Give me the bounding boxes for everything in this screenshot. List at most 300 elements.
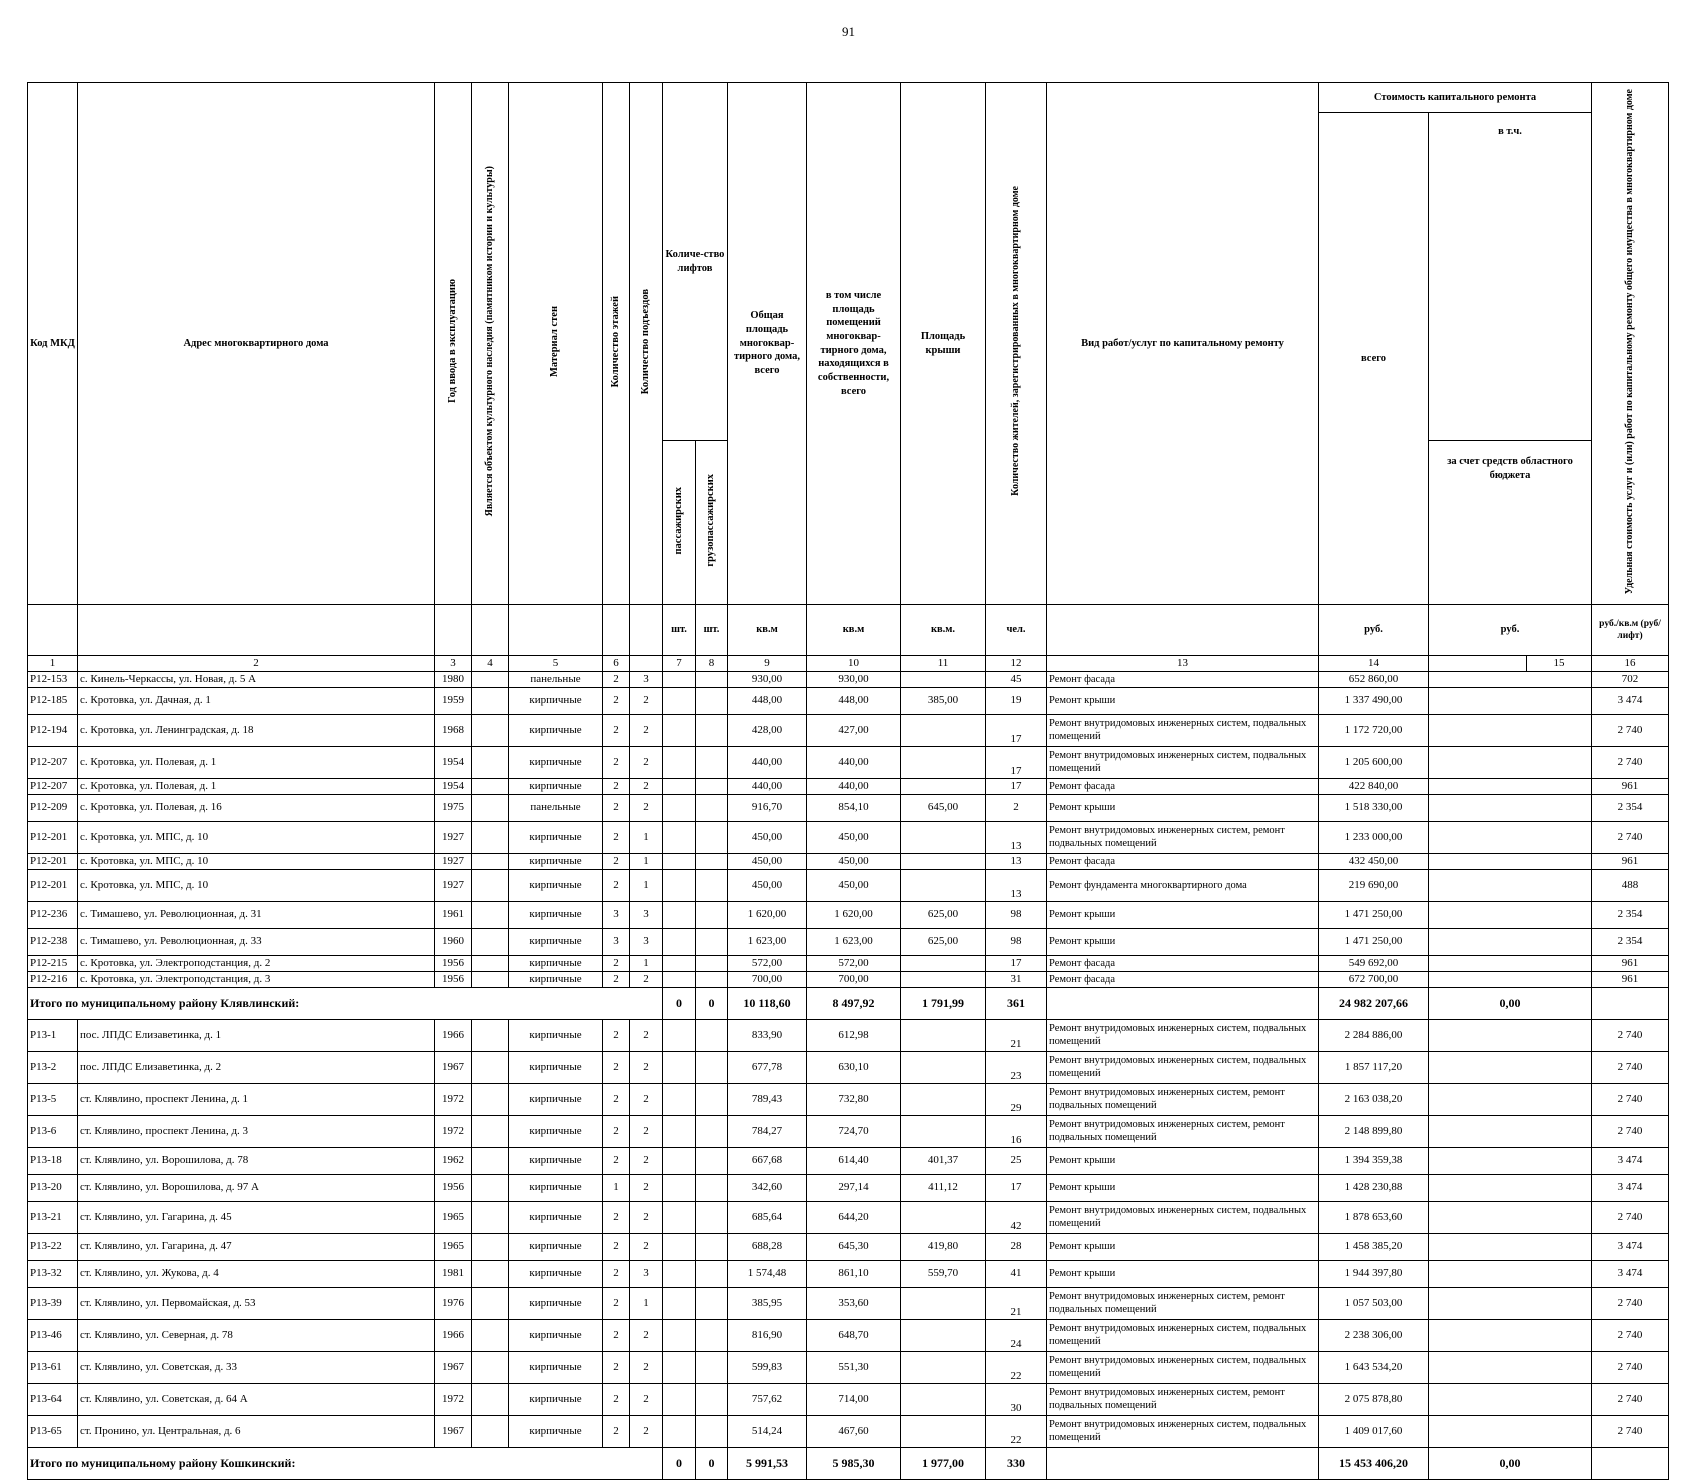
cell-area-owned: 551,30 <box>807 1351 901 1383</box>
cell-heritage <box>472 928 509 955</box>
cell-entrances: 2 <box>630 714 663 746</box>
cell-floors: 2 <box>603 1415 630 1447</box>
cell-code: Р13-20 <box>28 1174 78 1201</box>
cell-cost: 1 471 250,00 <box>1319 901 1429 928</box>
total-cost: 24 982 207,66 <box>1319 987 1429 1019</box>
cell-year: 1975 <box>435 794 472 821</box>
cell-work: Ремонт внутридомовых инженерных систем, подвальных помещений <box>1047 1201 1319 1233</box>
cell-floors: 2 <box>603 971 630 987</box>
total-area: 5 991,53 <box>728 1447 807 1479</box>
cell-heritage <box>472 1051 509 1083</box>
cell-lifts-pass <box>663 853 696 869</box>
table-row <box>28 1174 1669 1201</box>
cell-address: с. Кротовка, ул. Дачная, д. 1 <box>78 687 435 714</box>
cell-lifts-cargo <box>696 746 728 778</box>
cell-heritage <box>472 1083 509 1115</box>
cell-lifts-cargo <box>696 971 728 987</box>
cell-entrances: 2 <box>630 1351 663 1383</box>
total-work <box>1047 1447 1319 1479</box>
column-number: 7 <box>663 655 696 671</box>
cell-entrances: 1 <box>630 821 663 853</box>
cell-cost: 219 690,00 <box>1319 869 1429 901</box>
cell-entrances: 3 <box>630 1260 663 1287</box>
total-residents: 361 <box>986 987 1047 1019</box>
cell-budget <box>1429 928 1592 955</box>
cell-wall: кирпичные <box>509 714 603 746</box>
cell-code: Р12-207 <box>28 746 78 778</box>
cell-area: 677,78 <box>728 1051 807 1083</box>
cell-residents: 23 <box>986 1051 1047 1083</box>
cell-floors: 2 <box>603 1287 630 1319</box>
total-budget: 0,00 <box>1429 987 1592 1019</box>
cell-code: Р12-201 <box>28 821 78 853</box>
cell-area: 342,60 <box>728 1174 807 1201</box>
cell-year: 1972 <box>435 1383 472 1415</box>
cell-lifts-cargo <box>696 714 728 746</box>
cell-roof <box>901 1383 986 1415</box>
column-number: 5 <box>509 655 603 671</box>
header-work: Вид работ/услуг по капитальному ремонту <box>1047 83 1319 605</box>
cell-code: Р13-39 <box>28 1287 78 1319</box>
cell-lifts-cargo <box>696 1233 728 1260</box>
cell-floors: 2 <box>603 687 630 714</box>
table-row <box>28 853 1669 869</box>
cell-address: ст. Клявлино, ул. Гагарина, д. 47 <box>78 1233 435 1260</box>
cell-entrances: 2 <box>630 1051 663 1083</box>
cell-year: 1966 <box>435 1319 472 1351</box>
cell-floors: 2 <box>603 1083 630 1115</box>
cell-budget <box>1429 971 1592 987</box>
table-body <box>28 671 1669 1479</box>
cell-code: Р13-64 <box>28 1383 78 1415</box>
total-area-owned: 8 497,92 <box>807 987 901 1019</box>
cell-address: ст. Клявлино, проспект Ленина, д. 1 <box>78 1083 435 1115</box>
cell-roof <box>901 853 986 869</box>
cell-wall: кирпичные <box>509 1147 603 1174</box>
cell-floors: 1 <box>603 1174 630 1201</box>
cell-code: Р12-201 <box>28 869 78 901</box>
table-row <box>28 746 1669 778</box>
cell-lifts-pass <box>663 1019 696 1051</box>
cell-cost: 1 233 000,00 <box>1319 821 1429 853</box>
cell-unit-cost: 2 740 <box>1592 1319 1669 1351</box>
cell-residents: 45 <box>986 671 1047 687</box>
unit-rub-m2-1: руб./кв.м (руб/лифт) <box>1592 605 1669 655</box>
cell-roof <box>901 821 986 853</box>
cell-lifts-pass <box>663 821 696 853</box>
cell-unit-cost: 2 740 <box>1592 1051 1669 1083</box>
cell-area: 784,27 <box>728 1115 807 1147</box>
cell-lifts-pass <box>663 1115 696 1147</box>
cell-residents: 42 <box>986 1201 1047 1233</box>
cell-year: 1954 <box>435 778 472 794</box>
total-cost: 15 453 406,20 <box>1319 1447 1429 1479</box>
cell-area: 514,24 <box>728 1415 807 1447</box>
cell-area-owned: 644,20 <box>807 1201 901 1233</box>
cell-lifts-cargo <box>696 794 728 821</box>
cell-cost: 1 205 600,00 <box>1319 746 1429 778</box>
table-row <box>28 1147 1669 1174</box>
cell-unit-cost: 2 354 <box>1592 794 1669 821</box>
cell-floors: 2 <box>603 714 630 746</box>
cell-lifts-cargo <box>696 1351 728 1383</box>
cell-heritage <box>472 853 509 869</box>
cell-heritage <box>472 671 509 687</box>
cell-unit-cost: 3 474 <box>1592 1233 1669 1260</box>
table-row <box>28 794 1669 821</box>
cell-wall: кирпичные <box>509 1383 603 1415</box>
cell-wall: кирпичные <box>509 1051 603 1083</box>
table-row <box>28 1351 1669 1383</box>
cell-unit-cost: 488 <box>1592 869 1669 901</box>
total-budget: 0,00 <box>1429 1447 1592 1479</box>
cell-wall: кирпичные <box>509 821 603 853</box>
cell-year: 1967 <box>435 1351 472 1383</box>
cell-area-owned: 612,98 <box>807 1019 901 1051</box>
cell-heritage <box>472 714 509 746</box>
cell-area: 789,43 <box>728 1083 807 1115</box>
column-number: 12 <box>986 655 1047 671</box>
cell-budget <box>1429 1319 1592 1351</box>
cell-budget <box>1429 671 1592 687</box>
cell-cost: 2 284 886,00 <box>1319 1019 1429 1051</box>
cell-floors: 2 <box>603 869 630 901</box>
cell-unit-cost: 2 740 <box>1592 714 1669 746</box>
cell-work: Ремонт внутридомовых инженерных систем, подвальных помещений <box>1047 1319 1319 1351</box>
cell-floors: 2 <box>603 1260 630 1287</box>
cell-address: ст. Клявлино, ул. Северная, д. 78 <box>78 1319 435 1351</box>
cell-address: с. Кротовка, ул. Полевая, д. 1 <box>78 746 435 778</box>
cell-address: ст. Клявлино, ул. Гагарина, д. 45 <box>78 1201 435 1233</box>
cell-roof <box>901 714 986 746</box>
cell-lifts-cargo <box>696 1083 728 1115</box>
cell-year: 1976 <box>435 1287 472 1319</box>
cell-area: 685,64 <box>728 1201 807 1233</box>
cell-residents: 30 <box>986 1383 1047 1415</box>
column-number: 10 <box>807 655 901 671</box>
cell-area: 1 574,48 <box>728 1260 807 1287</box>
cell-lifts-pass <box>663 794 696 821</box>
cell-area-owned: 427,00 <box>807 714 901 746</box>
cell-work: Ремонт крыши <box>1047 687 1319 714</box>
cell-area: 572,00 <box>728 955 807 971</box>
total-row <box>28 1447 1669 1479</box>
cell-floors: 2 <box>603 1319 630 1351</box>
cell-address: с. Кротовка, ул. МПС, д. 10 <box>78 869 435 901</box>
cell-floors: 2 <box>603 1115 630 1147</box>
cell-area-owned: 572,00 <box>807 955 901 971</box>
cell-residents: 21 <box>986 1019 1047 1051</box>
cell-lifts-pass <box>663 1201 696 1233</box>
cell-lifts-pass <box>663 1415 696 1447</box>
column-number: 13 <box>1047 655 1319 671</box>
cell-area-owned: 1 623,00 <box>807 928 901 955</box>
cell-heritage <box>472 1019 509 1051</box>
cell-cost: 422 840,00 <box>1319 778 1429 794</box>
cell-work: Ремонт фасада <box>1047 671 1319 687</box>
cell-area-owned: 450,00 <box>807 821 901 853</box>
cell-year: 1967 <box>435 1415 472 1447</box>
cell-roof <box>901 1019 986 1051</box>
cell-unit-cost: 2 740 <box>1592 1351 1669 1383</box>
unit-pcs-2: шт. <box>696 605 728 655</box>
cell-area: 700,00 <box>728 971 807 987</box>
cell-area-owned: 930,00 <box>807 671 901 687</box>
header-roof: Площадь крыши <box>901 83 986 605</box>
cell-roof <box>901 1319 986 1351</box>
cell-code: Р12-185 <box>28 687 78 714</box>
table-row <box>28 955 1669 971</box>
cell-residents: 13 <box>986 821 1047 853</box>
cell-code: Р12-238 <box>28 928 78 955</box>
cell-heritage <box>472 971 509 987</box>
cell-roof: 401,37 <box>901 1147 986 1174</box>
table-row <box>28 1019 1669 1051</box>
cell-lifts-pass <box>663 869 696 901</box>
unit-pcs-1: шт. <box>663 605 696 655</box>
cell-address: ст. Клявлино, ул. Ворошилова, д. 97 А <box>78 1174 435 1201</box>
cell-lifts-pass <box>663 778 696 794</box>
cell-roof <box>901 1083 986 1115</box>
cell-work: Ремонт внутридомовых инженерных систем, подвальных помещений <box>1047 1415 1319 1447</box>
cell-residents: 17 <box>986 1174 1047 1201</box>
cell-area: 385,95 <box>728 1287 807 1319</box>
cell-roof: 625,00 <box>901 901 986 928</box>
cell-area: 930,00 <box>728 671 807 687</box>
cell-unit-cost: 3 474 <box>1592 1260 1669 1287</box>
cell-area-owned: 700,00 <box>807 971 901 987</box>
cell-lifts-pass <box>663 746 696 778</box>
cell-area-owned: 630,10 <box>807 1051 901 1083</box>
cell-budget <box>1429 955 1592 971</box>
table-row <box>28 778 1669 794</box>
cell-residents: 19 <box>986 687 1047 714</box>
cell-wall: кирпичные <box>509 1115 603 1147</box>
cell-lifts-cargo <box>696 778 728 794</box>
cell-roof <box>901 1051 986 1083</box>
cell-cost: 1 172 720,00 <box>1319 714 1429 746</box>
cell-roof <box>901 971 986 987</box>
column-number: 15 <box>1527 655 1592 671</box>
cell-lifts-pass <box>663 1051 696 1083</box>
cell-area: 916,70 <box>728 794 807 821</box>
header-area-owned: в том числе площадь помещений многоквар-тирного дома, находящихся в собственности, всего <box>807 83 901 605</box>
cell-lifts-cargo <box>696 1260 728 1287</box>
cell-heritage <box>472 955 509 971</box>
cell-unit-cost: 2 354 <box>1592 901 1669 928</box>
cell-year: 1972 <box>435 1115 472 1147</box>
cell-budget <box>1429 1115 1592 1147</box>
cell-budget <box>1429 1287 1592 1319</box>
cell-year: 1960 <box>435 928 472 955</box>
total-unit-cost <box>1592 1447 1669 1479</box>
cell-code: Р12-153 <box>28 671 78 687</box>
cell-entrances: 2 <box>630 1083 663 1115</box>
cell-residents: 41 <box>986 1260 1047 1287</box>
cell-area-owned: 714,00 <box>807 1383 901 1415</box>
cell-roof <box>901 1201 986 1233</box>
cell-budget <box>1429 1019 1592 1051</box>
total-roof: 1 977,00 <box>901 1447 986 1479</box>
cell-entrances: 2 <box>630 1019 663 1051</box>
cell-area-owned: 861,10 <box>807 1260 901 1287</box>
cell-work: Ремонт внутридомовых инженерных систем, подвальных помещений <box>1047 1019 1319 1051</box>
cell-work: Ремонт внутридомовых инженерных систем, подвальных помещений <box>1047 1351 1319 1383</box>
cell-floors: 2 <box>603 1351 630 1383</box>
header-residents: Количество жителей, зарегистрированных в многоквартирном доме <box>1010 186 1022 497</box>
column-number: 11 <box>901 655 986 671</box>
cell-budget <box>1429 778 1592 794</box>
header-cost-total: всего <box>1319 113 1429 605</box>
cell-cost: 1 337 490,00 <box>1319 687 1429 714</box>
cell-heritage <box>472 1174 509 1201</box>
cell-area-owned: 450,00 <box>807 853 901 869</box>
cell-residents: 29 <box>986 1083 1047 1115</box>
cell-residents: 25 <box>986 1147 1047 1174</box>
cell-lifts-cargo <box>696 821 728 853</box>
cell-cost: 2 075 878,80 <box>1319 1383 1429 1415</box>
header-entrances: Количество подъездов <box>639 288 651 394</box>
cell-lifts-cargo <box>696 671 728 687</box>
unit-m2-3: кв.м. <box>901 605 986 655</box>
cell-budget <box>1429 794 1592 821</box>
table-row <box>28 1260 1669 1287</box>
column-number: 3 <box>435 655 472 671</box>
cell-lifts-pass <box>663 1174 696 1201</box>
cell-roof: 419,80 <box>901 1233 986 1260</box>
total-roof: 1 791,99 <box>901 987 986 1019</box>
cell-lifts-pass <box>663 1383 696 1415</box>
cell-wall: кирпичные <box>509 1233 603 1260</box>
cell-floors: 2 <box>603 794 630 821</box>
cell-code: Р13-61 <box>28 1351 78 1383</box>
total-row <box>28 987 1669 1019</box>
cell-area: 688,28 <box>728 1233 807 1260</box>
cell-entrances: 2 <box>630 1147 663 1174</box>
cell-address: ст. Клявлино, ул. Первомайская, д. 53 <box>78 1287 435 1319</box>
cell-wall: кирпичные <box>509 901 603 928</box>
cell-entrances: 2 <box>630 1115 663 1147</box>
header-lifts: Количе-ство лифтов <box>663 83 728 441</box>
cell-lifts-cargo <box>696 928 728 955</box>
cell-area: 448,00 <box>728 687 807 714</box>
cell-residents: 98 <box>986 901 1047 928</box>
cell-lifts-cargo <box>696 1383 728 1415</box>
cell-heritage <box>472 746 509 778</box>
cell-address: с. Кротовка, ул. МПС, д. 10 <box>78 821 435 853</box>
cell-lifts-pass <box>663 1287 696 1319</box>
cell-entrances: 2 <box>630 1383 663 1415</box>
cell-floors: 2 <box>603 853 630 869</box>
cell-year: 1927 <box>435 869 472 901</box>
cell-lifts-cargo <box>696 1287 728 1319</box>
table-row <box>28 687 1669 714</box>
cell-year: 1956 <box>435 971 472 987</box>
cell-year: 1968 <box>435 714 472 746</box>
cell-year: 1966 <box>435 1019 472 1051</box>
table-row <box>28 1415 1669 1447</box>
cell-cost: 432 450,00 <box>1319 853 1429 869</box>
cell-wall: кирпичные <box>509 746 603 778</box>
cell-cost: 1 878 653,60 <box>1319 1201 1429 1233</box>
cell-code: Р13-18 <box>28 1147 78 1174</box>
cell-roof <box>901 671 986 687</box>
cell-address: с. Тимашево, ул. Революционная, д. 33 <box>78 928 435 955</box>
cell-work: Ремонт фасада <box>1047 853 1319 869</box>
cell-area-owned: 732,80 <box>807 1083 901 1115</box>
unit-m2-2: кв.м <box>807 605 901 655</box>
cell-wall: кирпичные <box>509 687 603 714</box>
cell-heritage <box>472 1351 509 1383</box>
cell-entrances: 1 <box>630 869 663 901</box>
cell-lifts-cargo <box>696 1415 728 1447</box>
cell-unit-cost: 2 740 <box>1592 1287 1669 1319</box>
unit-rub-2: руб. <box>1429 605 1592 655</box>
cell-code: Р13-22 <box>28 1233 78 1260</box>
cell-work: Ремонт внутридомовых инженерных систем, ремонт подвальных помещений <box>1047 1083 1319 1115</box>
cell-floors: 2 <box>603 671 630 687</box>
cell-code: Р13-1 <box>28 1019 78 1051</box>
cell-budget <box>1429 1147 1592 1174</box>
cell-year: 1927 <box>435 821 472 853</box>
cell-lifts-cargo <box>696 1201 728 1233</box>
column-number <box>630 655 663 671</box>
cell-wall: кирпичные <box>509 1319 603 1351</box>
total-lifts-pass: 0 <box>663 987 696 1019</box>
cell-area-owned: 648,70 <box>807 1319 901 1351</box>
cell-address: ст. Клявлино, ул. Советская, д. 33 <box>78 1351 435 1383</box>
cell-cost: 1 857 117,20 <box>1319 1051 1429 1083</box>
cell-work: Ремонт фундамента многоквартирного дома <box>1047 869 1319 901</box>
cell-cost: 1 057 503,00 <box>1319 1287 1429 1319</box>
cell-roof: 411,12 <box>901 1174 986 1201</box>
cell-floors: 2 <box>603 1383 630 1415</box>
capital-repair-table <box>27 82 1669 1480</box>
cell-code: Р13-46 <box>28 1319 78 1351</box>
cell-budget <box>1429 821 1592 853</box>
cell-lifts-pass <box>663 671 696 687</box>
cell-year: 1981 <box>435 1260 472 1287</box>
cell-unit-cost: 3 474 <box>1592 1174 1669 1201</box>
cell-area: 757,62 <box>728 1383 807 1415</box>
cell-heritage <box>472 901 509 928</box>
cell-wall: кирпичные <box>509 778 603 794</box>
cell-floors: 2 <box>603 1233 630 1260</box>
cell-cost: 1 458 385,20 <box>1319 1233 1429 1260</box>
cell-area-owned: 854,10 <box>807 794 901 821</box>
total-label: Итого по муниципальному району Кошкинский: <box>28 1447 663 1479</box>
cell-residents: 24 <box>986 1319 1047 1351</box>
cell-lifts-pass <box>663 1260 696 1287</box>
cell-wall: кирпичные <box>509 869 603 901</box>
table-row <box>28 928 1669 955</box>
cell-work: Ремонт внутридомовых инженерных систем, подвальных помещений <box>1047 746 1319 778</box>
table-row <box>28 869 1669 901</box>
cell-year: 1956 <box>435 955 472 971</box>
cell-heritage <box>472 1260 509 1287</box>
cell-cost: 1 471 250,00 <box>1319 928 1429 955</box>
unit-people: чел. <box>986 605 1047 655</box>
cell-wall: кирпичные <box>509 1019 603 1051</box>
cell-unit-cost: 3 474 <box>1592 1147 1669 1174</box>
cell-entrances: 3 <box>630 928 663 955</box>
cell-work: Ремонт внутридомовых инженерных систем, ремонт подвальных помещений <box>1047 821 1319 853</box>
cell-roof: 385,00 <box>901 687 986 714</box>
cell-roof <box>901 778 986 794</box>
cell-area: 440,00 <box>728 778 807 794</box>
cell-address: пос. ЛПДС Елизаветинка, д. 1 <box>78 1019 435 1051</box>
cell-residents: 17 <box>986 955 1047 971</box>
